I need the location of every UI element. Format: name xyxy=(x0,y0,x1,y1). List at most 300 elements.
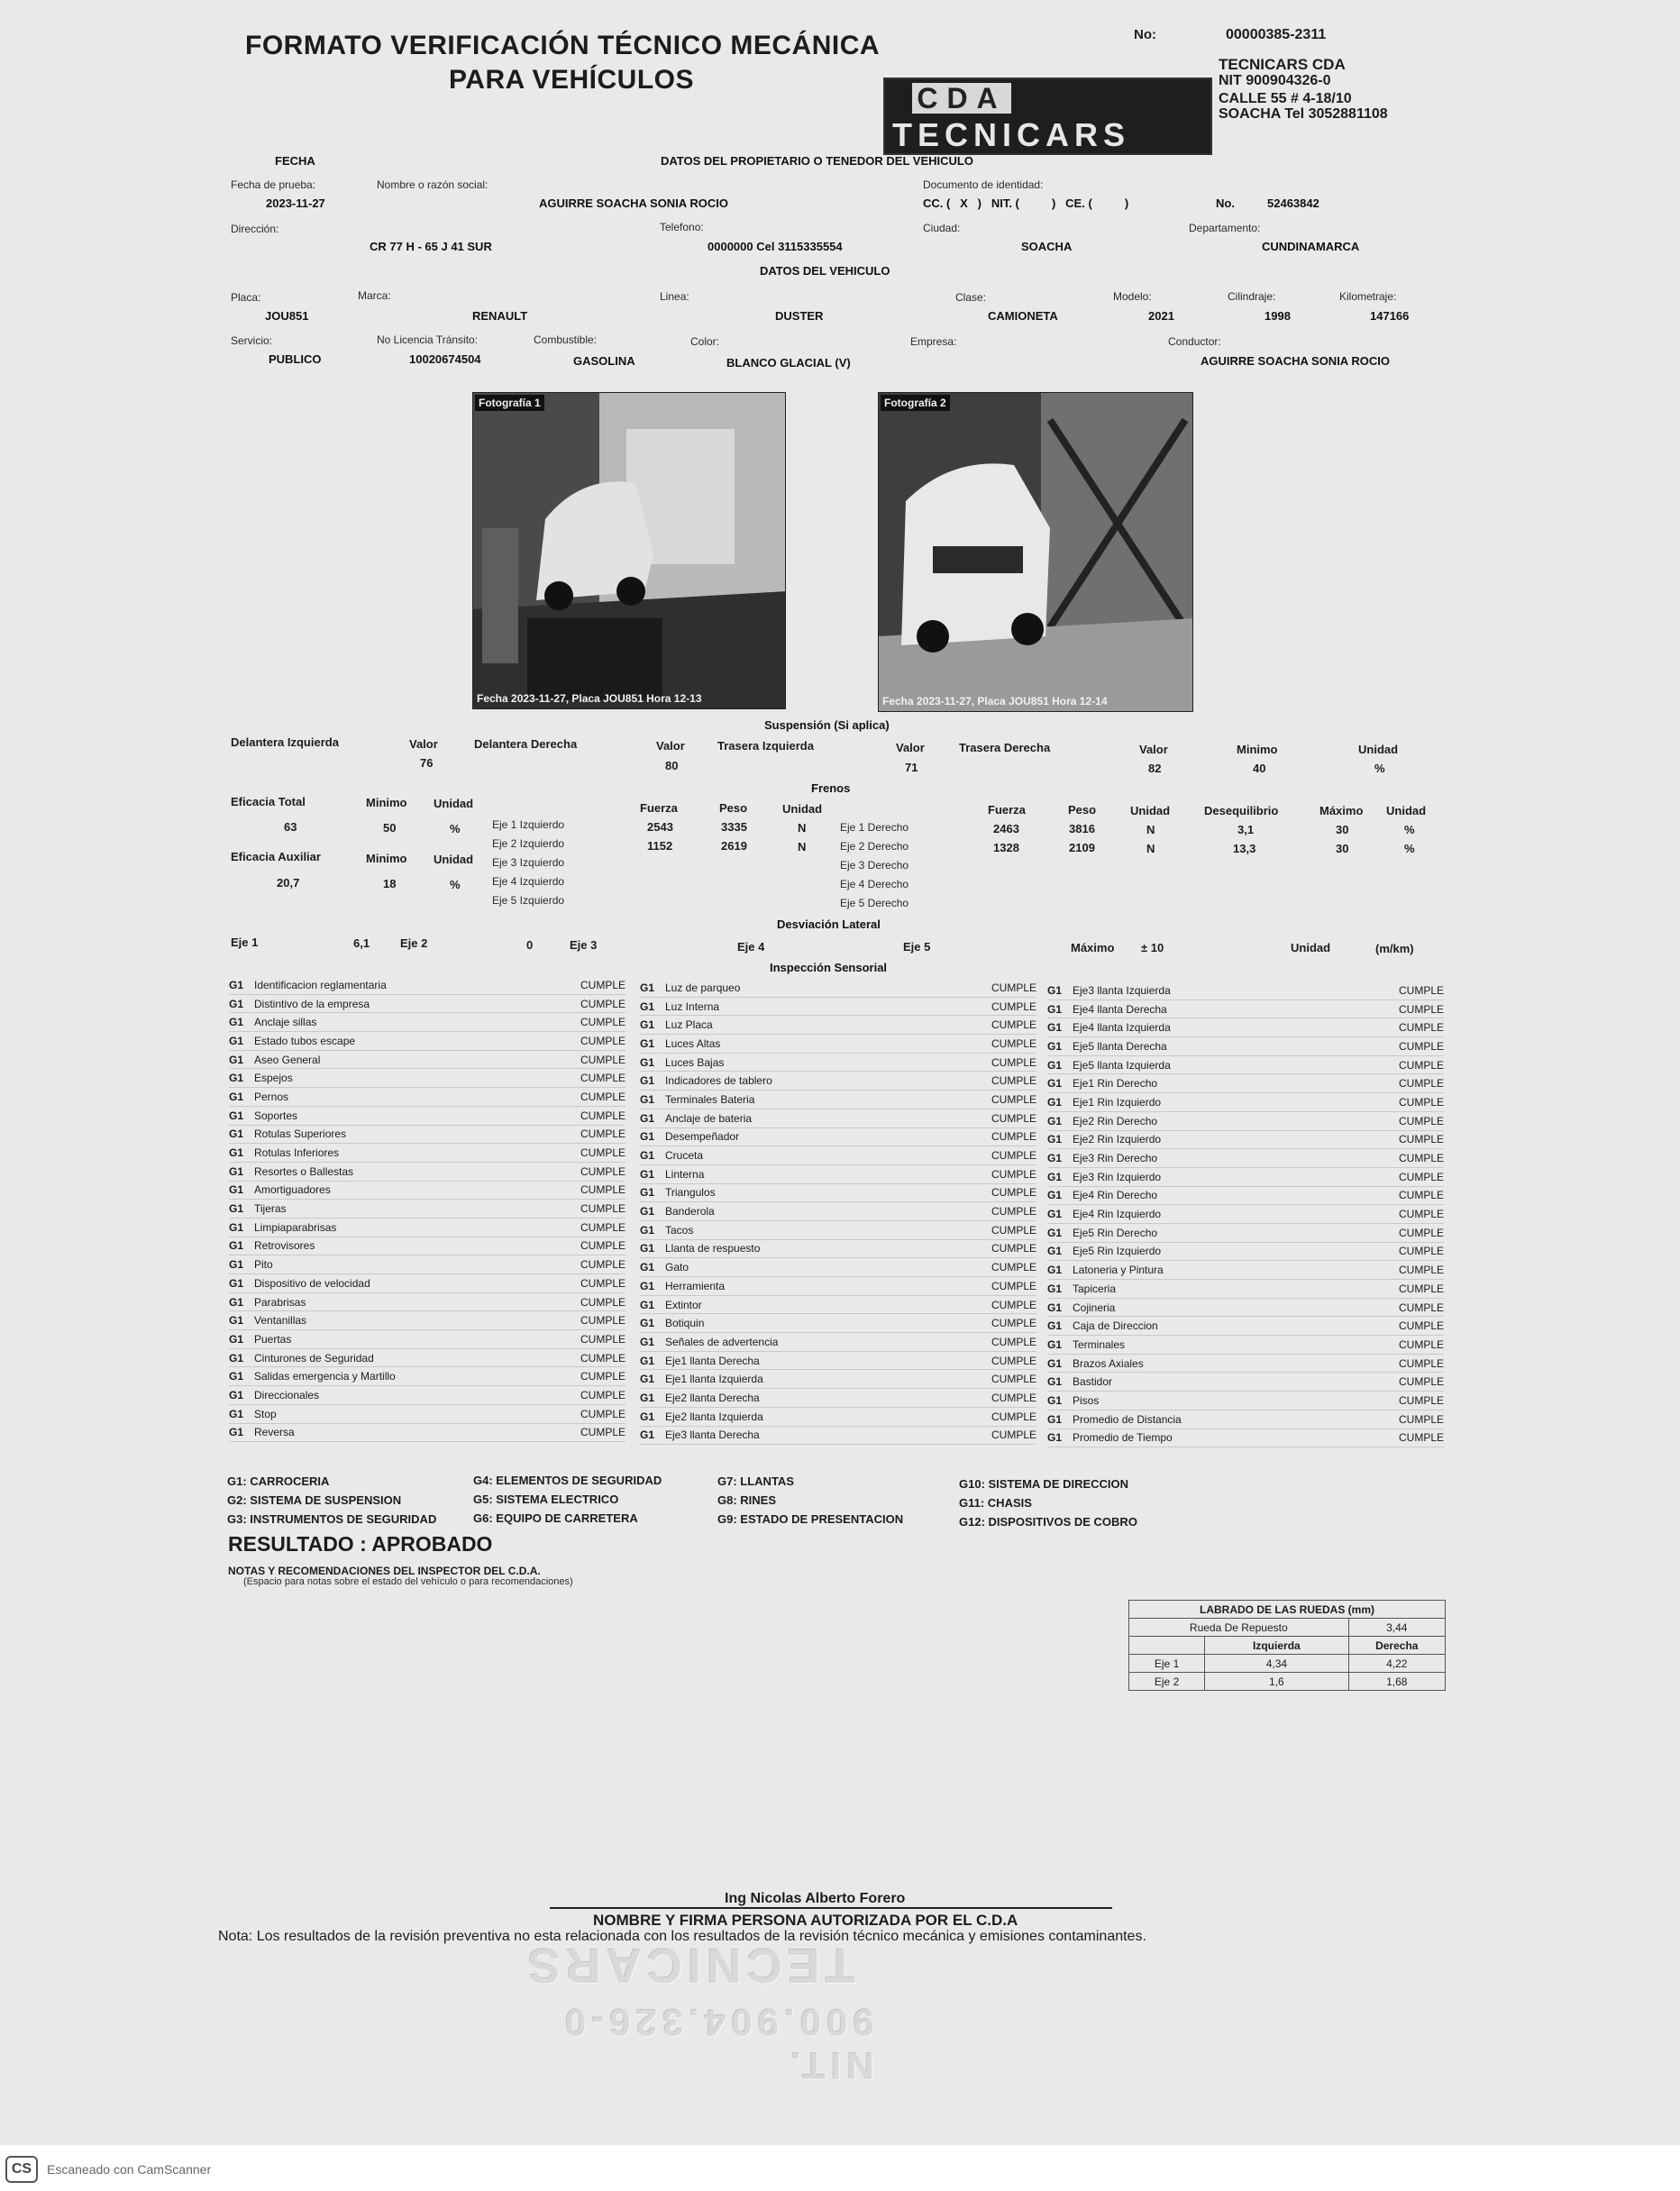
inspection-group: G1 xyxy=(1047,1319,1063,1333)
inspection-item: Dispositivo de velocidad xyxy=(254,1276,370,1290)
group-legend-col3 xyxy=(717,1472,903,1529)
inspection-item: Triangulos xyxy=(665,1186,716,1200)
dept-value: CUNDINAMARCA xyxy=(1262,240,1360,253)
inspection-group: G1 xyxy=(1047,1226,1063,1239)
inspection-group: G1 xyxy=(229,1090,244,1103)
document-title-line2: PARA VEHÍCULOS xyxy=(449,65,695,95)
combustible-label: Combustible: xyxy=(534,333,598,346)
inspection-group: G1 xyxy=(640,1373,655,1386)
inspection-result: CUMPLE xyxy=(1398,1319,1444,1333)
signer-name: Ing Nicolas Alberto Forero xyxy=(725,1891,906,1906)
inspection-row xyxy=(1047,1336,1444,1355)
inspection-result: CUMPLE xyxy=(1398,1356,1444,1370)
group-legend-g1: G1: CARROCERIA xyxy=(227,1474,330,1488)
inspection-row xyxy=(640,1016,1036,1035)
inspection-row xyxy=(1047,1037,1444,1056)
brakes-eficacia-total-value: 63 xyxy=(284,820,297,834)
tire-wear-col-right: Derecha xyxy=(1348,1637,1445,1655)
inspection-item: Caja de Direccion xyxy=(1073,1319,1158,1333)
licencia-value: 10020674504 xyxy=(409,352,481,366)
inspection-row xyxy=(229,1274,625,1293)
brakes-right-axle-4: Eje 4 Derecho xyxy=(840,878,909,890)
group-legend-col1 xyxy=(227,1472,436,1529)
brakes-left-e1-fuerza: 2543 xyxy=(647,820,673,834)
inspection-row xyxy=(640,1202,1036,1221)
brakes-right-hdr-peso: Peso xyxy=(1068,803,1097,817)
inspection-group: G1 xyxy=(640,1055,655,1069)
company-nit: NIT 900904326-0 xyxy=(1219,73,1331,88)
inspection-item: Eje2 Rin Derecho xyxy=(1073,1114,1158,1127)
inspection-result: CUMPLE xyxy=(991,1111,1036,1125)
inspection-group: G1 xyxy=(229,1072,244,1085)
lateral-unit-label: Unidad xyxy=(1291,941,1331,954)
inspection-item: Tacos xyxy=(665,1223,694,1237)
inspection-item: Luces Altas xyxy=(665,1036,721,1050)
inspection-item: Llanta de respuesto xyxy=(665,1242,761,1255)
susp-min-label: Minimo xyxy=(1237,743,1278,756)
inspection-group: G1 xyxy=(1047,1431,1063,1445)
signature-line xyxy=(550,1907,1112,1909)
susp-ti-label: Trasera Izquierda xyxy=(717,739,814,753)
inspection-group: G1 xyxy=(640,1092,655,1106)
tire-wear-title: LABRADO DE LAS RUEDAS (mm) xyxy=(1129,1601,1446,1619)
inspection-result: CUMPLE xyxy=(1398,1152,1444,1165)
inspection-result: CUMPLE xyxy=(1398,1208,1444,1221)
lateral-eje1-value: 6,1 xyxy=(353,936,370,950)
inspection-result: CUMPLE xyxy=(991,1335,1036,1348)
inspection-group: G1 xyxy=(640,981,655,994)
combustible-value: GASOLINA xyxy=(573,354,635,368)
inspection-row xyxy=(229,1069,625,1088)
inspection-row xyxy=(229,1144,625,1163)
inspection-result: CUMPLE xyxy=(991,1149,1036,1163)
signature-note: Nota: Los resultados de la revisión preventiva no esta relacionada con los resultados de la revisión técnico mecánica y emisiones contaminantes. xyxy=(218,1929,1146,1944)
brakes-left-e1-unit: N xyxy=(798,821,807,835)
inspection-item: Espejos xyxy=(254,1072,293,1085)
inspection-row xyxy=(640,1184,1036,1203)
inspection-result: CUMPLE xyxy=(1398,1095,1444,1109)
brakes-left-e2-peso: 2619 xyxy=(721,839,747,853)
inspection-row xyxy=(1047,1317,1444,1336)
inspection-row xyxy=(229,1424,625,1443)
inspection-row xyxy=(229,1237,625,1256)
inspection-result: CUMPLE xyxy=(580,1426,625,1439)
brakes-left-e1-peso: 3335 xyxy=(721,820,747,834)
inspection-item: Estado tubos escape xyxy=(254,1034,356,1047)
inspection-result: CUMPLE xyxy=(580,1127,625,1141)
inspection-group: G1 xyxy=(1047,1301,1063,1314)
inspection-result: CUMPLE xyxy=(580,978,625,991)
inspection-group: G1 xyxy=(640,1074,655,1088)
inspection-group: G1 xyxy=(640,1279,655,1292)
inspection-row xyxy=(229,995,625,1014)
brakes-left-axle-3: Eje 3 Izquierdo xyxy=(492,856,565,869)
inspection-group: G1 xyxy=(1047,1152,1063,1165)
inspection-result: CUMPLE xyxy=(580,1072,625,1085)
inspection-item: Eje1 Rin Izquierdo xyxy=(1073,1095,1162,1109)
section-fecha: FECHA xyxy=(275,154,315,168)
doc-types: CC. ( X ) NIT. ( ) CE. ( ) xyxy=(923,196,1129,210)
inspection-title: Inspección Sensorial xyxy=(770,961,888,974)
inspection-row xyxy=(640,998,1036,1017)
city-label: Ciudad: xyxy=(923,222,961,234)
inspection-group: G1 xyxy=(640,1261,655,1274)
inspection-item: Eje1 Rin Derecho xyxy=(1073,1077,1158,1091)
inspection-row xyxy=(640,1258,1036,1277)
susp-ti-value: 71 xyxy=(905,761,918,774)
inspection-group: G1 xyxy=(1047,1021,1063,1035)
inspection-row xyxy=(1047,1000,1444,1019)
inspection-item: Stop xyxy=(254,1407,277,1420)
brakes-ea-min-value: 18 xyxy=(383,877,397,890)
inspection-group: G1 xyxy=(1047,1039,1063,1053)
lateral-eje4-label: Eje 4 xyxy=(737,940,765,954)
brakes-right-e2-deseq: 13,3 xyxy=(1233,842,1256,855)
inspection-item: Eje2 llanta Derecha xyxy=(665,1391,760,1404)
inspection-item: Eje2 Rin Izquierdo xyxy=(1073,1133,1162,1146)
group-legend-g2: G2: SISTEMA DE SUSPENSION xyxy=(227,1493,402,1507)
lateral-eje5-label: Eje 5 xyxy=(903,940,931,954)
group-legend-g10: G10: SISTEMA DE DIRECCION xyxy=(959,1477,1129,1491)
inspection-result: CUMPLE xyxy=(580,1332,625,1346)
inspection-item: Luces Bajas xyxy=(665,1055,725,1069)
inspection-row xyxy=(1047,1205,1444,1224)
inspection-row xyxy=(229,1293,625,1312)
inspection-item: Banderola xyxy=(665,1205,715,1219)
inspection-result: CUMPLE xyxy=(580,1258,625,1272)
inspection-item: Distintivo de la empresa xyxy=(254,997,370,1010)
inspection-result: CUMPLE xyxy=(991,1429,1036,1442)
inspection-row xyxy=(1047,1392,1444,1410)
inspection-item: Soportes xyxy=(254,1109,298,1122)
tire-wear-row xyxy=(1129,1673,1446,1691)
inspection-group: G1 xyxy=(229,1016,244,1029)
inspection-row xyxy=(640,1427,1036,1446)
photo-2-tag: Fotografía 2 xyxy=(881,395,950,411)
city-value: SOACHA xyxy=(1021,240,1073,253)
inspection-result: CUMPLE xyxy=(1398,1245,1444,1258)
inspection-group: G1 xyxy=(1047,1356,1063,1370)
inspection-result: CUMPLE xyxy=(1398,1058,1444,1072)
inspection-group: G1 xyxy=(229,997,244,1010)
brakes-right-e2-unit: N xyxy=(1146,842,1155,855)
brakes-left-hdr-unidad: Unidad xyxy=(782,802,823,816)
inspection-row xyxy=(229,1367,625,1386)
inspection-group: G1 xyxy=(640,1354,655,1367)
inspection-group: G1 xyxy=(229,1426,244,1439)
inspection-row xyxy=(640,1146,1036,1165)
modelo-value: 2021 xyxy=(1148,309,1174,323)
inspection-row xyxy=(229,1032,625,1051)
inspection-item: Ventanillas xyxy=(254,1314,307,1328)
km-value: 147166 xyxy=(1370,309,1410,323)
brakes-right-hdr-fuerza: Fuerza xyxy=(988,803,1026,817)
inspection-group: G1 xyxy=(640,1429,655,1442)
inspection-item: Eje3 llanta Derecha xyxy=(665,1429,760,1442)
inspection-group: G1 xyxy=(229,1295,244,1309)
inspection-result: CUMPLE xyxy=(991,981,1036,994)
inspection-item: Promedio de Tiempo xyxy=(1073,1431,1173,1445)
susp-di-label: Delantera Izquierda xyxy=(231,735,339,749)
inspection-result: CUMPLE xyxy=(580,1053,625,1066)
inspection-item: Reversa xyxy=(254,1426,295,1439)
inspection-item: Aseo General xyxy=(254,1053,321,1066)
group-legend-g12: G12: DISPOSITIVOS DE COBRO xyxy=(959,1515,1137,1529)
inspection-row xyxy=(640,1128,1036,1147)
inspection-row xyxy=(229,1163,625,1182)
inspection-row xyxy=(1047,1112,1444,1131)
brakes-et-unit-label: Unidad xyxy=(434,797,474,810)
group-legend-col2 xyxy=(473,1471,662,1528)
inspection-group: G1 xyxy=(640,1149,655,1163)
susp-td-valor-label: Valor xyxy=(1139,743,1168,756)
name-value: AGUIRRE SOACHA SONIA ROCIO xyxy=(539,196,728,210)
inspection-result: CUMPLE xyxy=(991,1261,1036,1274)
placa-value: JOU851 xyxy=(265,309,309,323)
tire-wear-spare-row xyxy=(1129,1619,1446,1637)
inspection-result: CUMPLE xyxy=(1398,1002,1444,1016)
inspection-result: CUMPLE xyxy=(580,1220,625,1234)
inspection-item: Botiquin xyxy=(665,1317,705,1330)
conductor-value: AGUIRRE SOACHA SONIA ROCIO xyxy=(1201,354,1390,368)
susp-dd-label: Delantera Derecha xyxy=(474,737,578,751)
inspection-item: Amortiguadores xyxy=(254,1183,331,1197)
inspection-group: G1 xyxy=(1047,1375,1063,1389)
inspection-item: Luz de parqueo xyxy=(665,981,741,994)
inspection-group: G1 xyxy=(1047,1058,1063,1072)
inspection-row xyxy=(640,1035,1036,1054)
inspection-result: CUMPLE xyxy=(1398,1337,1444,1351)
inspection-item: Luz Placa xyxy=(665,1018,713,1032)
inspection-row xyxy=(229,1051,625,1070)
lateral-eje2-value: 0 xyxy=(526,938,534,952)
inspection-row xyxy=(229,1219,625,1237)
inspection-item: Rotulas Inferiores xyxy=(254,1146,340,1160)
inspection-result: CUMPLE xyxy=(1398,1170,1444,1183)
inspection-row xyxy=(640,1314,1036,1333)
susp-td-label: Trasera Derecha xyxy=(959,741,1051,754)
brakes-et-min-value: 50 xyxy=(383,821,397,835)
inspection-item: Identificacion reglamentaria xyxy=(254,978,387,991)
tire-wear-header-row xyxy=(1129,1637,1446,1655)
inspection-item: Terminales xyxy=(1073,1337,1126,1351)
brakes-right-e1-fuerza: 2463 xyxy=(993,822,1019,835)
brakes-right-e1-unit2: % xyxy=(1404,823,1415,836)
inspection-group: G1 xyxy=(229,1146,244,1160)
doc-label: Documento de identidad: xyxy=(923,178,1044,191)
inspection-row xyxy=(229,1255,625,1274)
inspection-item: Eje1 llanta Izquierda xyxy=(665,1373,763,1386)
inspection-result: CUMPLE xyxy=(1398,1282,1444,1295)
inspection-row xyxy=(640,1165,1036,1184)
inspection-row xyxy=(1047,1410,1444,1429)
brakes-left-hdr-peso: Peso xyxy=(719,801,748,815)
cda-logo xyxy=(883,78,1212,155)
brakes-left-hdr-fuerza: Fuerza xyxy=(640,801,678,815)
inspection-group: G1 xyxy=(1047,1264,1063,1277)
inspection-group: G1 xyxy=(229,1202,244,1216)
inspection-item: Resortes o Ballestas xyxy=(254,1164,354,1178)
inspection-item: Pernos xyxy=(254,1090,289,1103)
logo-cda-text: CDA xyxy=(912,83,1011,114)
brakes-right-e1-unit: N xyxy=(1146,823,1155,836)
inspection-row xyxy=(640,1389,1036,1408)
inspection-result: CUMPLE xyxy=(991,1167,1036,1181)
lateral-eje2-label: Eje 2 xyxy=(400,936,428,950)
inspection-result: CUMPLE xyxy=(1398,1264,1444,1277)
tire-wear-axle: Eje 1 xyxy=(1129,1655,1205,1673)
inspection-group: G1 xyxy=(640,1000,655,1013)
inspection-row xyxy=(229,1126,625,1145)
inspection-item: Eje5 Rin Derecho xyxy=(1073,1226,1158,1239)
company-address: CALLE 55 # 4-18/10 xyxy=(1219,91,1352,106)
inspection-row xyxy=(640,1333,1036,1352)
lateral-max-value: ± 10 xyxy=(1141,941,1164,954)
inspection-row xyxy=(1047,1261,1444,1280)
tire-wear-spare-label: Rueda De Repuesto xyxy=(1129,1619,1349,1637)
inspection-item: Eje3 llanta Izquierda xyxy=(1073,983,1171,997)
inspection-result: CUMPLE xyxy=(991,1036,1036,1050)
photo-1-tag: Fotografía 1 xyxy=(475,395,544,411)
inspection-column-1 xyxy=(229,976,625,1442)
inspection-item: Cinturones de Seguridad xyxy=(254,1351,374,1365)
servicio-label: Servicio: xyxy=(231,334,273,347)
inspection-group: G1 xyxy=(640,1317,655,1330)
cilindraje-label: Cilindraje: xyxy=(1228,290,1276,303)
inspection-row xyxy=(640,1054,1036,1073)
doc-no-label: No. xyxy=(1216,196,1235,210)
brakes-ea-unit-value: % xyxy=(450,878,461,891)
inspection-result: CUMPLE xyxy=(991,1223,1036,1237)
brakes-right-e2-fuerza: 1328 xyxy=(993,841,1019,854)
inspection-group: G1 xyxy=(640,1391,655,1404)
inspection-group: G1 xyxy=(1047,1002,1063,1016)
brakes-right-axle-1: Eje 1 Derecho xyxy=(840,821,909,834)
inspection-result: CUMPLE xyxy=(1398,1077,1444,1091)
notes-title: NOTAS Y RECOMENDACIONES DEL INSPECTOR DEL C.D.A. xyxy=(228,1565,541,1577)
photo-2-illustration xyxy=(879,393,1193,712)
inspection-result: CUMPLE xyxy=(580,997,625,1010)
inspection-group: G1 xyxy=(1047,1412,1063,1426)
inspection-result: CUMPLE xyxy=(991,1205,1036,1219)
inspection-item: Salidas emergencia y Martillo xyxy=(254,1370,396,1383)
doc-no-value: 52463842 xyxy=(1267,196,1319,210)
inspection-result: CUMPLE xyxy=(991,1391,1036,1404)
inspection-result: CUMPLE xyxy=(1398,1189,1444,1202)
inspection-row xyxy=(229,1088,625,1107)
tire-wear-left: 4,34 xyxy=(1205,1655,1348,1673)
tire-wear-right: 1,68 xyxy=(1348,1673,1445,1691)
susp-unit-value: % xyxy=(1374,762,1385,775)
inspection-group: G1 xyxy=(229,1239,244,1253)
inspection-item: Eje4 Rin Izquierdo xyxy=(1073,1208,1162,1221)
tire-wear-spare-value: 3,44 xyxy=(1348,1619,1445,1637)
inspection-row xyxy=(640,1352,1036,1371)
lateral-max-label: Máximo xyxy=(1071,941,1115,954)
inspection-group: G1 xyxy=(1047,983,1063,997)
number-label: No: xyxy=(1134,27,1156,42)
inspection-group: G1 xyxy=(1047,1133,1063,1146)
scanner-footer xyxy=(0,2145,1680,2191)
phone-value: 0000000 Cel 3115335554 xyxy=(708,240,843,253)
vehicle-photo-2 xyxy=(878,392,1193,712)
inspection-result: CUMPLE xyxy=(991,1018,1036,1032)
address-value: CR 77 H - 65 J 41 SUR xyxy=(370,240,492,253)
brakes-right-axle-3: Eje 3 Derecho xyxy=(840,859,909,872)
inspection-row xyxy=(229,1107,625,1126)
inspection-item: Eje3 Rin Izquierdo xyxy=(1073,1170,1162,1183)
inspection-group: G1 xyxy=(640,1111,655,1125)
inspection-result: CUMPLE xyxy=(991,1055,1036,1069)
group-legend-g6: G6: EQUIPO DE CARRETERA xyxy=(473,1511,638,1525)
inspection-result: CUMPLE xyxy=(1398,1393,1444,1407)
susp-di-value: 76 xyxy=(420,756,434,770)
inspection-group: G1 xyxy=(640,1410,655,1423)
inspection-column-3 xyxy=(1047,981,1444,1447)
inspection-result: CUMPLE xyxy=(991,1242,1036,1255)
inspection-item: Eje3 Rin Derecho xyxy=(1073,1152,1158,1165)
susp-dd-value: 80 xyxy=(665,759,679,772)
inspection-group: G1 xyxy=(640,1298,655,1311)
fecha-label: Fecha de prueba: xyxy=(231,178,316,191)
inspection-group: G1 xyxy=(229,1127,244,1141)
inspection-item: Rotulas Superiores xyxy=(254,1127,347,1141)
photo-1-illustration xyxy=(473,393,786,709)
inspection-group: G1 xyxy=(229,1258,244,1272)
signature-caption: NOMBRE Y FIRMA PERSONA AUTORIZADA POR EL C.D.A xyxy=(593,1912,1018,1929)
tire-wear-row xyxy=(1129,1655,1446,1673)
brakes-right-e1-max: 30 xyxy=(1336,823,1349,836)
result-label: RESULTADO : APROBADO xyxy=(228,1532,493,1556)
inspection-result: CUMPLE xyxy=(580,1407,625,1420)
inspection-row xyxy=(1047,1429,1444,1448)
inspection-group: G1 xyxy=(1047,1114,1063,1127)
susp-dd-valor-label: Valor xyxy=(656,739,685,753)
inspection-group: G1 xyxy=(1047,1282,1063,1295)
inspection-group: G1 xyxy=(1047,1337,1063,1351)
lateral-title: Desviación Lateral xyxy=(777,917,881,931)
brakes-left-axle-2: Eje 2 Izquierdo xyxy=(492,837,565,850)
inspection-result: CUMPLE xyxy=(991,1279,1036,1292)
inspection-item: Direccionales xyxy=(254,1388,320,1401)
inspection-row xyxy=(229,1386,625,1405)
inspection-group: G1 xyxy=(229,1276,244,1290)
inspection-result: CUMPLE xyxy=(991,1130,1036,1144)
inspection-item: Tapiceria xyxy=(1073,1282,1117,1295)
inspection-group: G1 xyxy=(229,1183,244,1197)
stamp-line1: TECNICARS xyxy=(523,1939,856,1993)
inspection-group: G1 xyxy=(229,1332,244,1346)
susp-di-valor-label: Valor xyxy=(409,737,438,751)
inspection-item: Limpiaparabrisas xyxy=(254,1220,337,1234)
inspection-item: Extintor xyxy=(665,1298,702,1311)
brakes-right-hdr-unidad: Unidad xyxy=(1130,804,1171,817)
inspection-item: Parabrisas xyxy=(254,1295,306,1309)
inspection-item: Linterna xyxy=(665,1167,705,1181)
inspection-row xyxy=(1047,1149,1444,1168)
inspection-item: Herramienta xyxy=(665,1279,726,1292)
inspection-result: CUMPLE xyxy=(1398,1133,1444,1146)
tire-wear-axle: Eje 2 xyxy=(1129,1673,1205,1691)
inspection-result: CUMPLE xyxy=(991,1354,1036,1367)
fecha-value: 2023-11-27 xyxy=(266,196,325,210)
phone-label: Telefono: xyxy=(660,221,704,233)
tire-wear-right: 4,22 xyxy=(1348,1655,1445,1673)
document-number: 00000385-2311 xyxy=(1226,27,1327,42)
inspection-group: G1 xyxy=(640,1018,655,1032)
inspection-item: Terminales Bateria xyxy=(665,1092,755,1106)
inspection-row xyxy=(640,1240,1036,1259)
